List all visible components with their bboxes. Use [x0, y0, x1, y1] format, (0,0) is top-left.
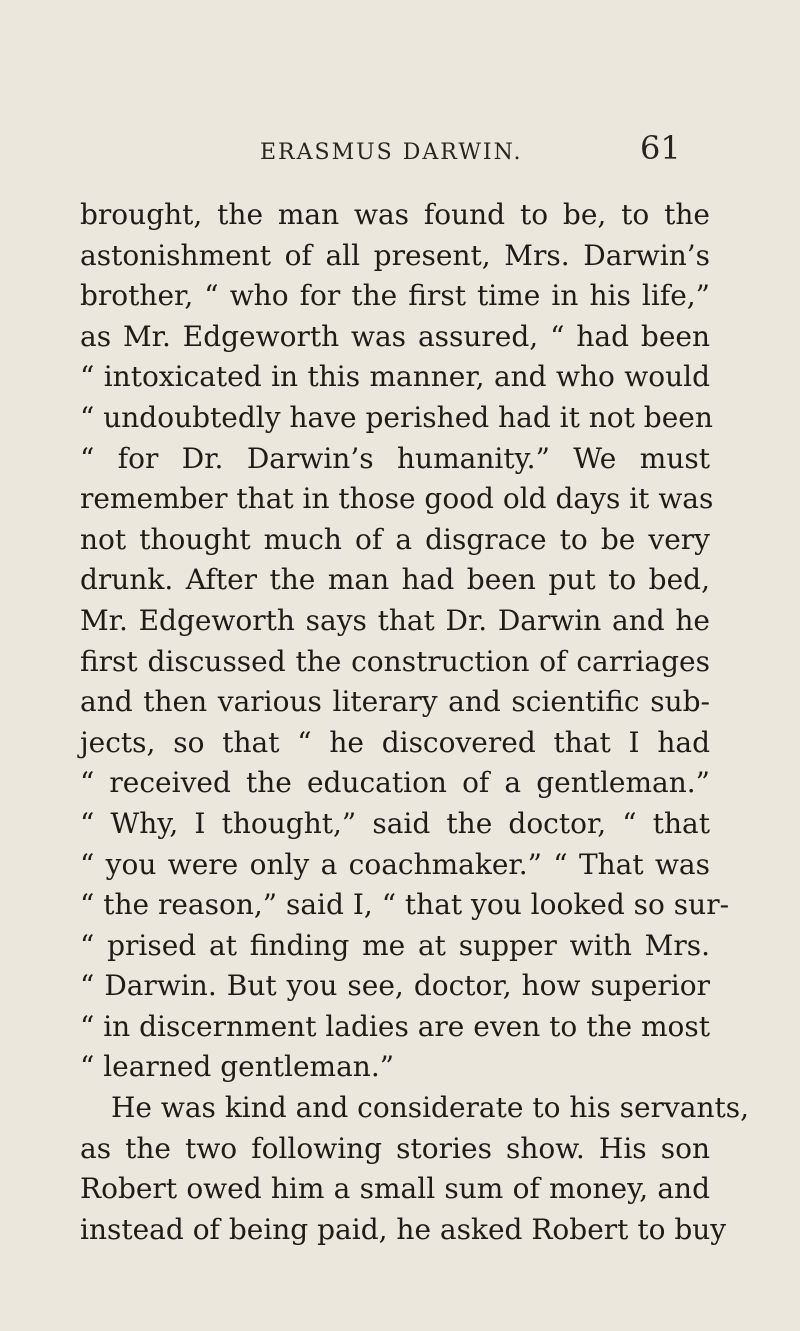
text-line: brother, “ who for the first time in his life,”	[80, 279, 710, 313]
text-line: astonishment of all present, Mrs. Darwin’s	[80, 238, 710, 272]
text-line: brought, the man was found to be, to the	[80, 198, 710, 231]
text-line: “ the reason,” said I, “ that you looked so sur-	[80, 888, 730, 922]
text-line: “ in discernment ladies are even to the most	[80, 1009, 710, 1043]
text-line: “ received the education of a gentleman.”	[80, 766, 710, 800]
text-line: not thought much of a disgrace to be very	[80, 522, 710, 556]
text-line: first discussed the construction of carriages	[80, 644, 710, 678]
body-text	[80, 195, 749, 1250]
page-number: 61	[640, 129, 681, 167]
text-line: “ you were only a coachmaker.” “ That was	[80, 847, 710, 881]
text-line: as Mr. Edgeworth was assured, “ had been	[80, 319, 710, 353]
text-line: “ Why, I thought,” said the doctor, “ that	[80, 806, 710, 840]
running-title: ERASMUS DARWIN.	[260, 140, 523, 165]
text-line: “ for Dr. Darwin’s humanity.” We must	[80, 441, 710, 475]
text-line: He was kind and considerate to his servants,	[111, 1091, 749, 1125]
text-line: “ intoxicated in this manner, and who would	[80, 360, 710, 394]
text-line: “ learned gentleman.”	[80, 1050, 395, 1084]
text-line: drunk. After the man had been put to bed,	[80, 563, 710, 597]
text-line: as the two following stories show. His son	[80, 1131, 710, 1165]
text-line: Robert owed him a small sum of money, and	[80, 1172, 710, 1206]
text-line: “ Darwin. But you see, doctor, how superior	[80, 969, 710, 1003]
text-line: remember that in those good old days it was	[80, 482, 714, 516]
text-line: and then various literary and scientific sub-	[80, 685, 710, 719]
text-line: “ prised at finding me at supper with Mrs.	[80, 928, 710, 962]
running-head	[0, 129, 800, 172]
text-line: instead of being paid, he asked Robert to buy	[80, 1212, 727, 1246]
text-line: “ undoubtedly have perished had it not been	[80, 400, 713, 434]
text-line: jects, so that “ he discovered that I had	[80, 725, 710, 759]
text-line: Mr. Edgeworth says that Dr. Darwin and he	[80, 603, 710, 637]
